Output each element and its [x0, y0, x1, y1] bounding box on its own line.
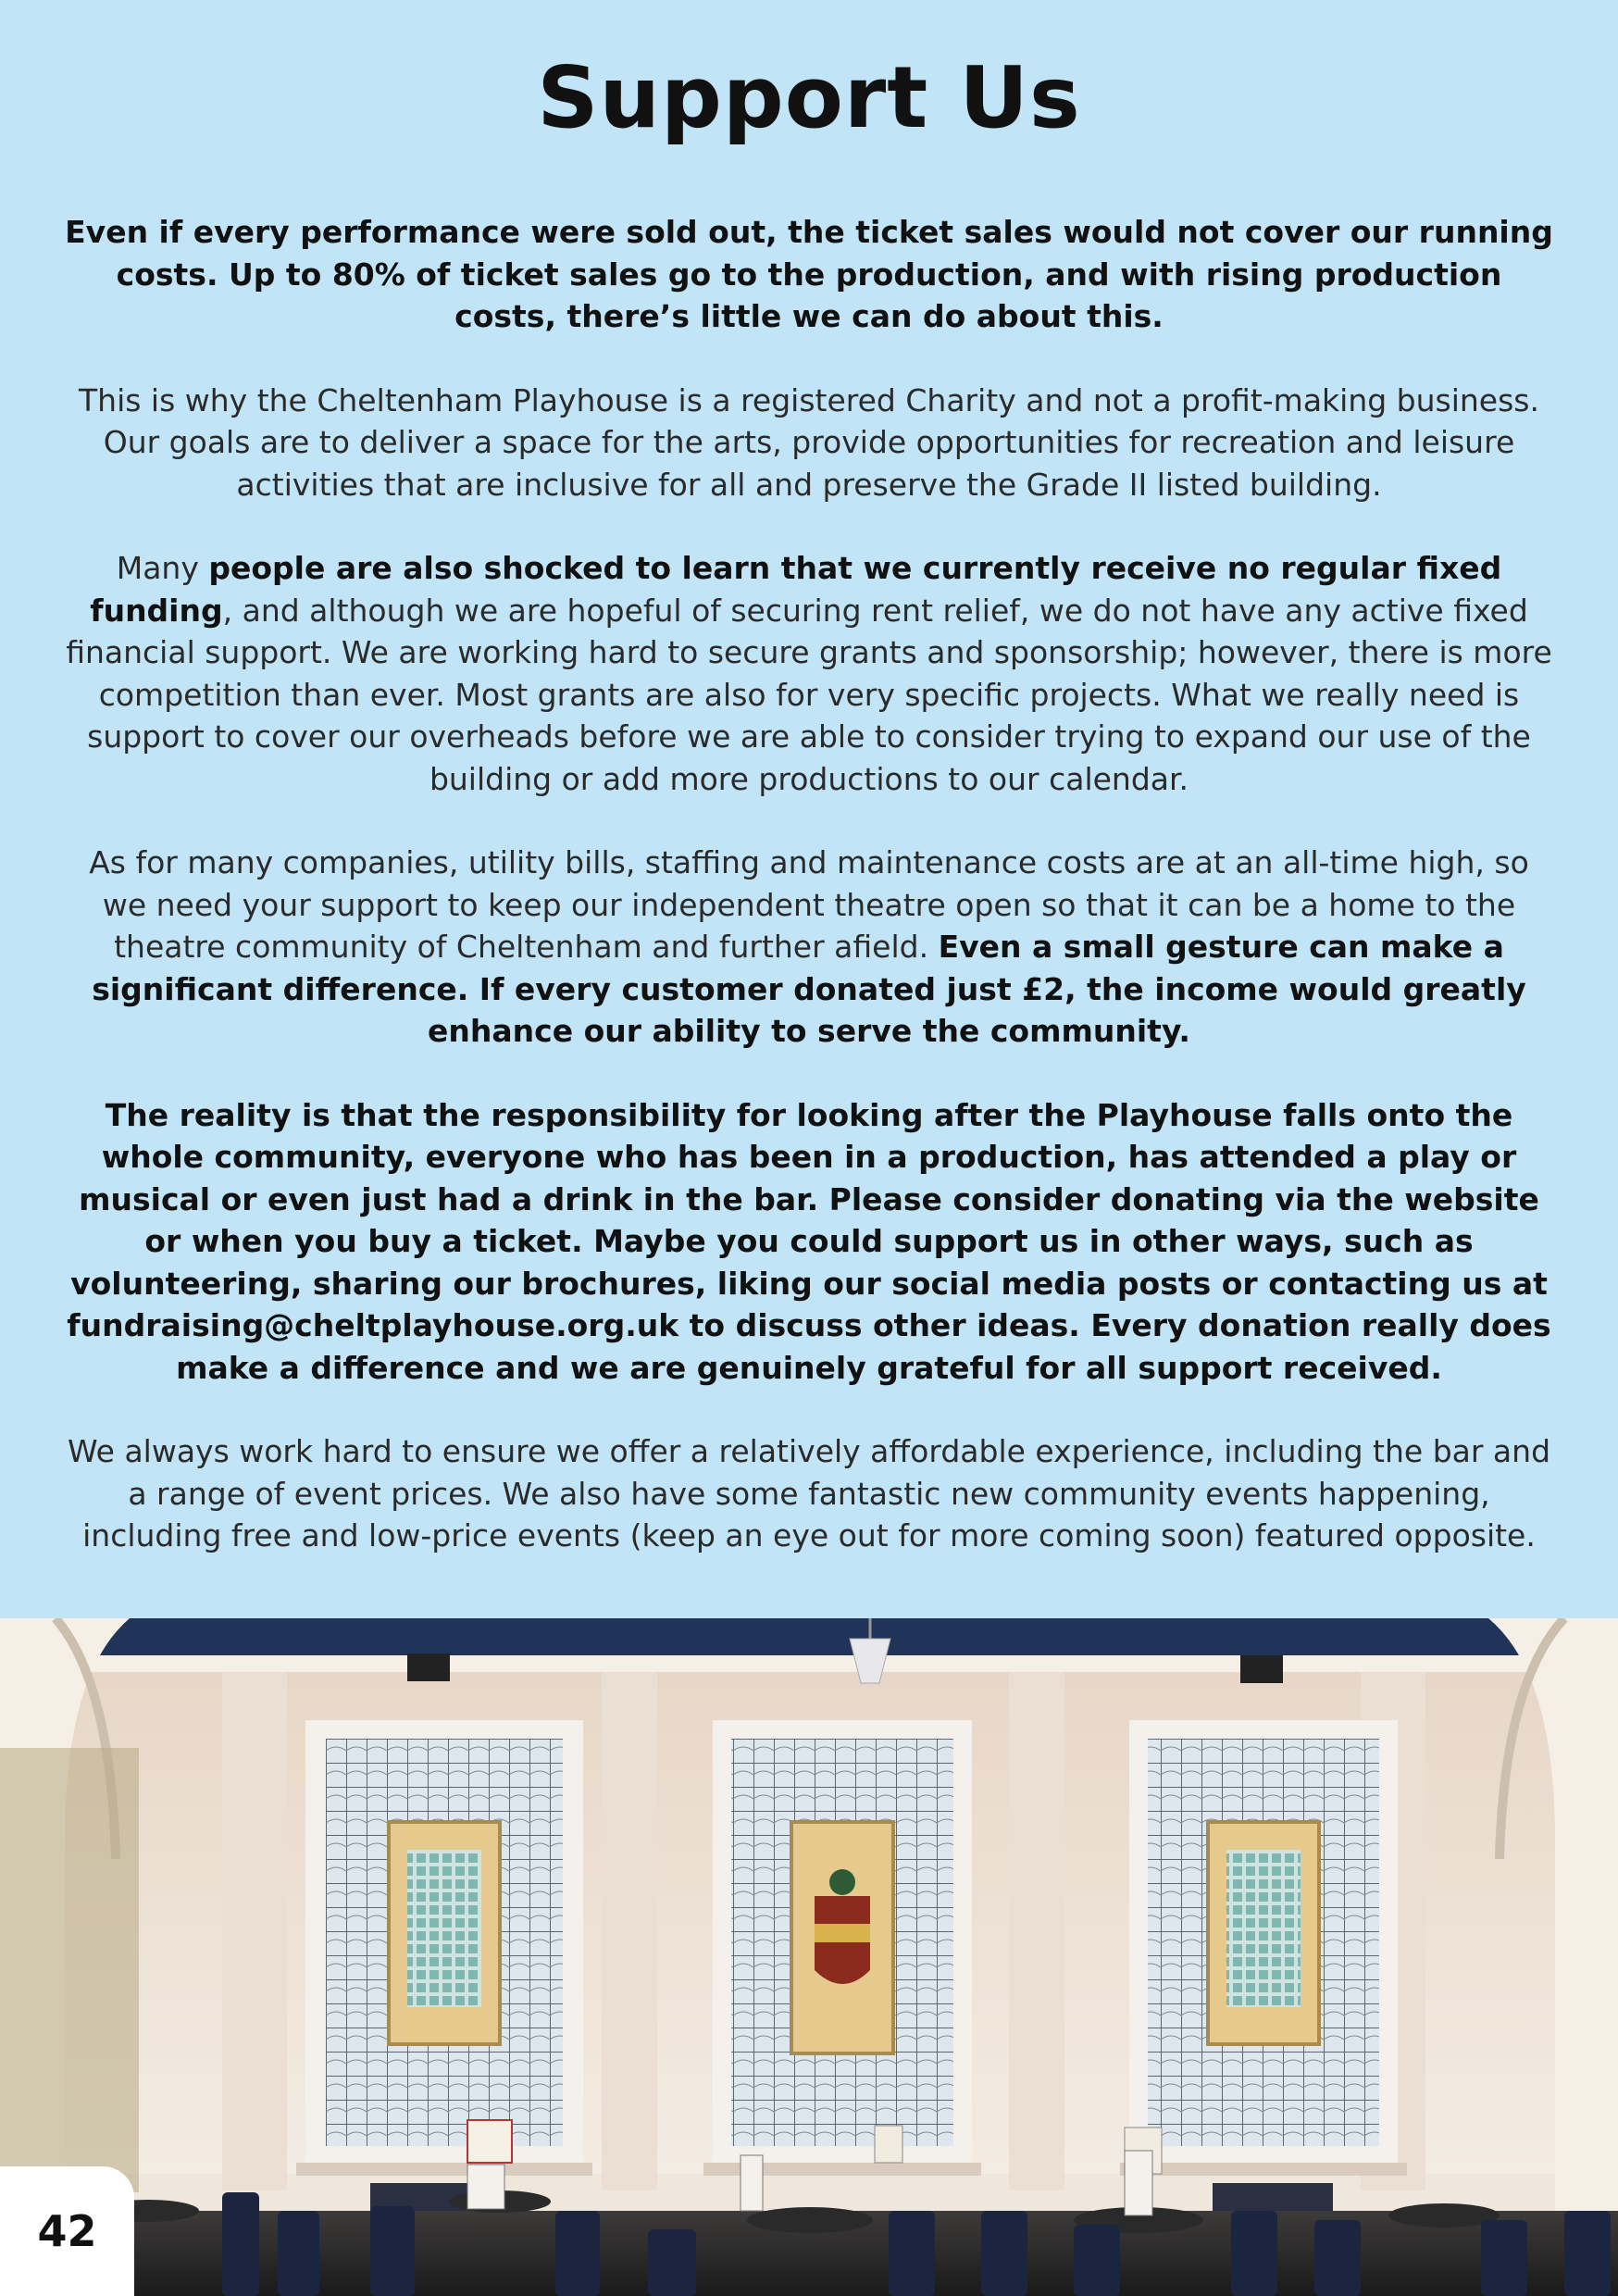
menu-stand: [1125, 2151, 1152, 2215]
pilaster-2: [602, 1672, 657, 2190]
page-number: 42: [0, 2166, 134, 2296]
paragraph-4-text-1: As for many companies, utility bills, staffing and maintenance costs are at an all-time high, so we need your support to keep our independent theatre open so that it can be a home to the theatre community of Cheltenham and further afield.: [89, 844, 1529, 965]
paragraph-3: [65, 547, 1553, 800]
paragraph-5-text-1: The reality is that the responsibility for looking after the Playhouse falls onto the whole community, everyone who has been in a production, has attended a play or musical or even just had a drink in the bar. Please consider donating via the website or when you buy a ticket. Maybe you could support us in other ways, such as volunteering, sharing our brochures, liking our social media posts or contacting us at fundraising@cheltplayhouse.org.uk to discuss other ideas. Every donation really does make a difference and we are genuinely grateful for all support received.: [67, 1096, 1551, 1386]
article-body: [65, 211, 1553, 1599]
paragraph-1: [65, 211, 1553, 338]
menu-stand: [467, 2165, 504, 2209]
stained-glass-window-left: [305, 1720, 583, 2165]
paragraph-3-text-1: Many: [116, 550, 209, 586]
stained-glass-window-centre: [713, 1720, 972, 2165]
paragraph-1-text-1: Even if every performance were sold out, the ticket sales would not cover our running costs. Up to 80% of ticket sales go to the production, and with rising production costs, there’s little we can do about this.: [65, 214, 1553, 334]
paragraph-6-text-1: We always work hard to ensure we offer a relatively affordable experience, including the bar and a range of event prices. We also have some fantastic new community events happening, including free and low-price events (keep an eye out for more coming soon) featured opposite.: [67, 1433, 1551, 1554]
leaflet-stand: [467, 2120, 512, 2163]
paragraph-2: [65, 380, 1553, 506]
bar-interior-photo: [0, 1618, 1618, 2296]
cornice: [0, 1655, 1618, 1672]
paragraph-3-text-2: people are also shocked to learn that we currently receive no regular fixed funding: [90, 550, 1502, 629]
stained-glass-window-right: [1129, 1720, 1398, 2165]
paragraph-2-text-1: This is why the Cheltenham Playhouse is a registered Charity and not a profit-making business. Our goals are to deliver a space for the arts, provide opportunities for recreation and leisure activities that are inclusive for all and preserve the Grade II listed building.: [79, 381, 1539, 503]
paragraph-3-text-3: , and although we are hopeful of securing rent relief, we do not have any active fixed financial support. We are working hard to secure grants and sponsorship; however, there is more competition than ever. Most grants are also for very specific projects. What we really need is support to cover our overheads before we are able to consider trying to expand our use of the building or add more productions to our calendar.: [66, 592, 1552, 797]
paragraph-6: [65, 1430, 1553, 1557]
bar-interior-illustration: [0, 1618, 1618, 2296]
speaker-left: [407, 1653, 450, 1681]
leaflet-stand: [875, 2126, 902, 2163]
left-marble-wall: [0, 1748, 139, 2192]
paragraph-4-text-2: Even a small gesture can make a significant difference. If every customer donated just £2, the income would greatly enhance our ability to serve the community.: [92, 929, 1526, 1049]
pilaster-1: [222, 1672, 287, 2190]
paragraph-4: [65, 842, 1553, 1053]
pilaster-3: [1009, 1672, 1064, 2190]
paragraph-5: [65, 1094, 1553, 1390]
menu-stand: [741, 2155, 763, 2211]
speaker-right: [1240, 1655, 1283, 1683]
page-title: Support Us: [537, 48, 1081, 147]
